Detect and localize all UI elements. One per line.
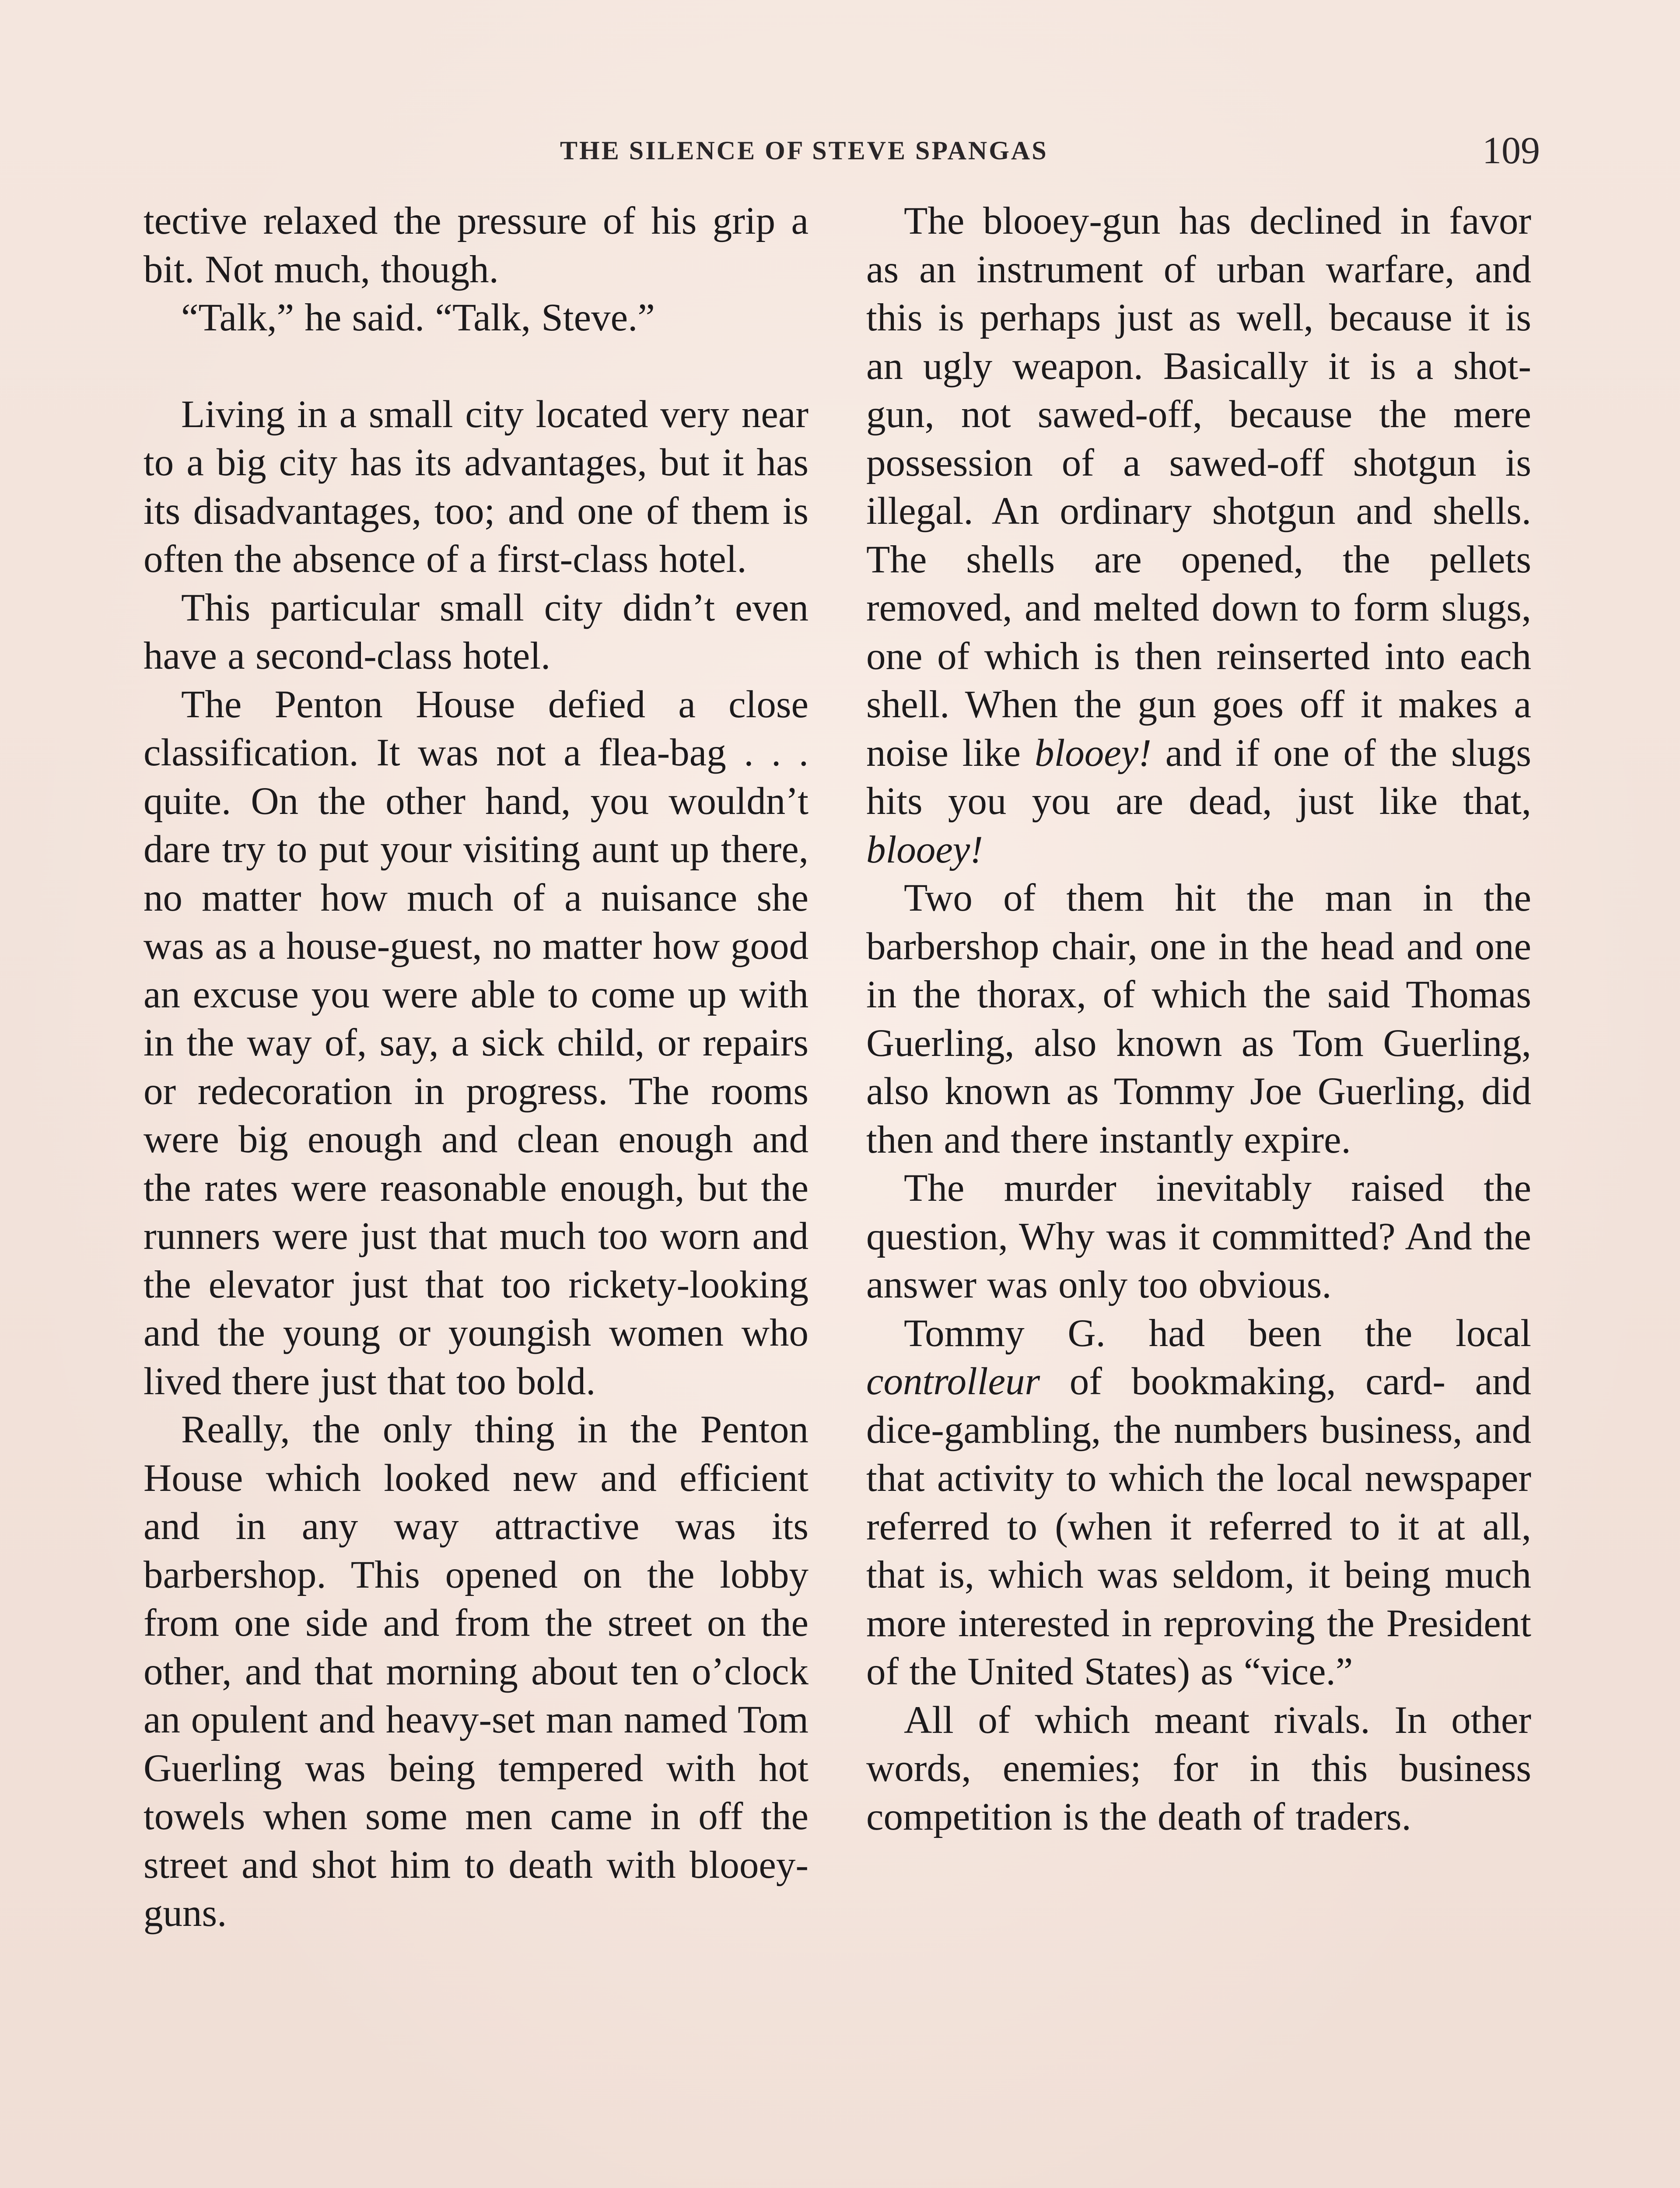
italic-word: controlleur [866, 1360, 1040, 1403]
paragraph: Really, the only thing in the Penton House which looked new and efficient and in any way attractive was its barbershop. This opened on the lobby from one side and from the street on the other, and that morning about ten o’clock an opulent and heavy-set man named Tom Guerling was being tempered with hot towels when some men came in off the street and shot him to death with blooey-guns. [144, 1408, 808, 1935]
paragraph: “Talk,” he said. “Talk, Steve.” [181, 296, 655, 339]
paragraph: tective relaxed the pressure of his grip a bit. Not much, though. [144, 200, 808, 291]
left-column [144, 197, 808, 2184]
paragraph-text: of bookmaking, card- and dice-gambling, the numbers business, and that activity to which the local newspaper referred to (when it referred to it at all, that is, which was seldom, it being much more interested in reproving the President of the United States) as “vice.” [866, 1360, 1531, 1693]
page-number: 109 [1482, 130, 1540, 172]
italic-word: blooey! [866, 828, 983, 871]
paragraph-text: and if one of the slugs hits you you are dead, just like that, [866, 731, 1531, 823]
italic-word: blooey! [1034, 731, 1152, 775]
paragraph [866, 197, 1531, 874]
paragraph: Two of them hit the man in the barbershop chair, one in the head and one in the thorax, of which the said Thomas Guerling, also known as Tom Guerling, also known as Tommy Joe Guerling, did then and there instantly expire. [866, 877, 1531, 1161]
running-title: THE SILENCE OF STEVE SPANGAS [560, 136, 1048, 165]
paragraph [866, 1309, 1531, 1696]
paragraph: The Penton House defied a close classification. It was not a flea-bag . . . quite. On the other hand, you wouldn’t dare try to put your visiting aunt up there, no matter how much of a nuisance she was as a house-guest, no matter how good an excuse you were able to come up with in the way of, say, a sick child, or repairs or redecoration in progress. The rooms were big enough and clean enough and the rates were reasonable enough, but the runners were just that much too worn and the elevator just that too rickety-looking and the young or youngish women who lived there just that too bold. [144, 683, 808, 1403]
paragraph: Living in a small city located very near to a big city has its advantages, but it has its disadvantages, too; and one of them is often the absence of a first-class hotel. [144, 393, 808, 581]
paragraph-text: The blooey-gun has declined in favor as an instrument of urban warfare, and this is perhaps just as well, because it is an ugly weapon. Basically it is a shot-gun, not sawed-off, because the mere possession of a sawed-off shotgun is illegal. An ordinary shotgun and shells. The shells are opened, the pellets removed, and melted down to form slugs, one of which is then reinserted into each shell. When the gun goes off it makes a noise like [866, 200, 1531, 775]
paragraph: The murder inevitably raised the question, Why was it committed? And the answer was only too obvious. [866, 1167, 1531, 1306]
paragraph-text: Tommy G. had been the local [904, 1311, 1531, 1355]
right-column [866, 197, 1531, 2184]
running-head [144, 131, 1540, 175]
paragraph: All of which meant rivals. In other words, enemies; for in this business competition is the death of traders. [866, 1698, 1531, 1838]
paragraph: This particular small city didn’t even have a second-class hotel. [144, 586, 808, 677]
text-columns [144, 197, 1544, 2184]
